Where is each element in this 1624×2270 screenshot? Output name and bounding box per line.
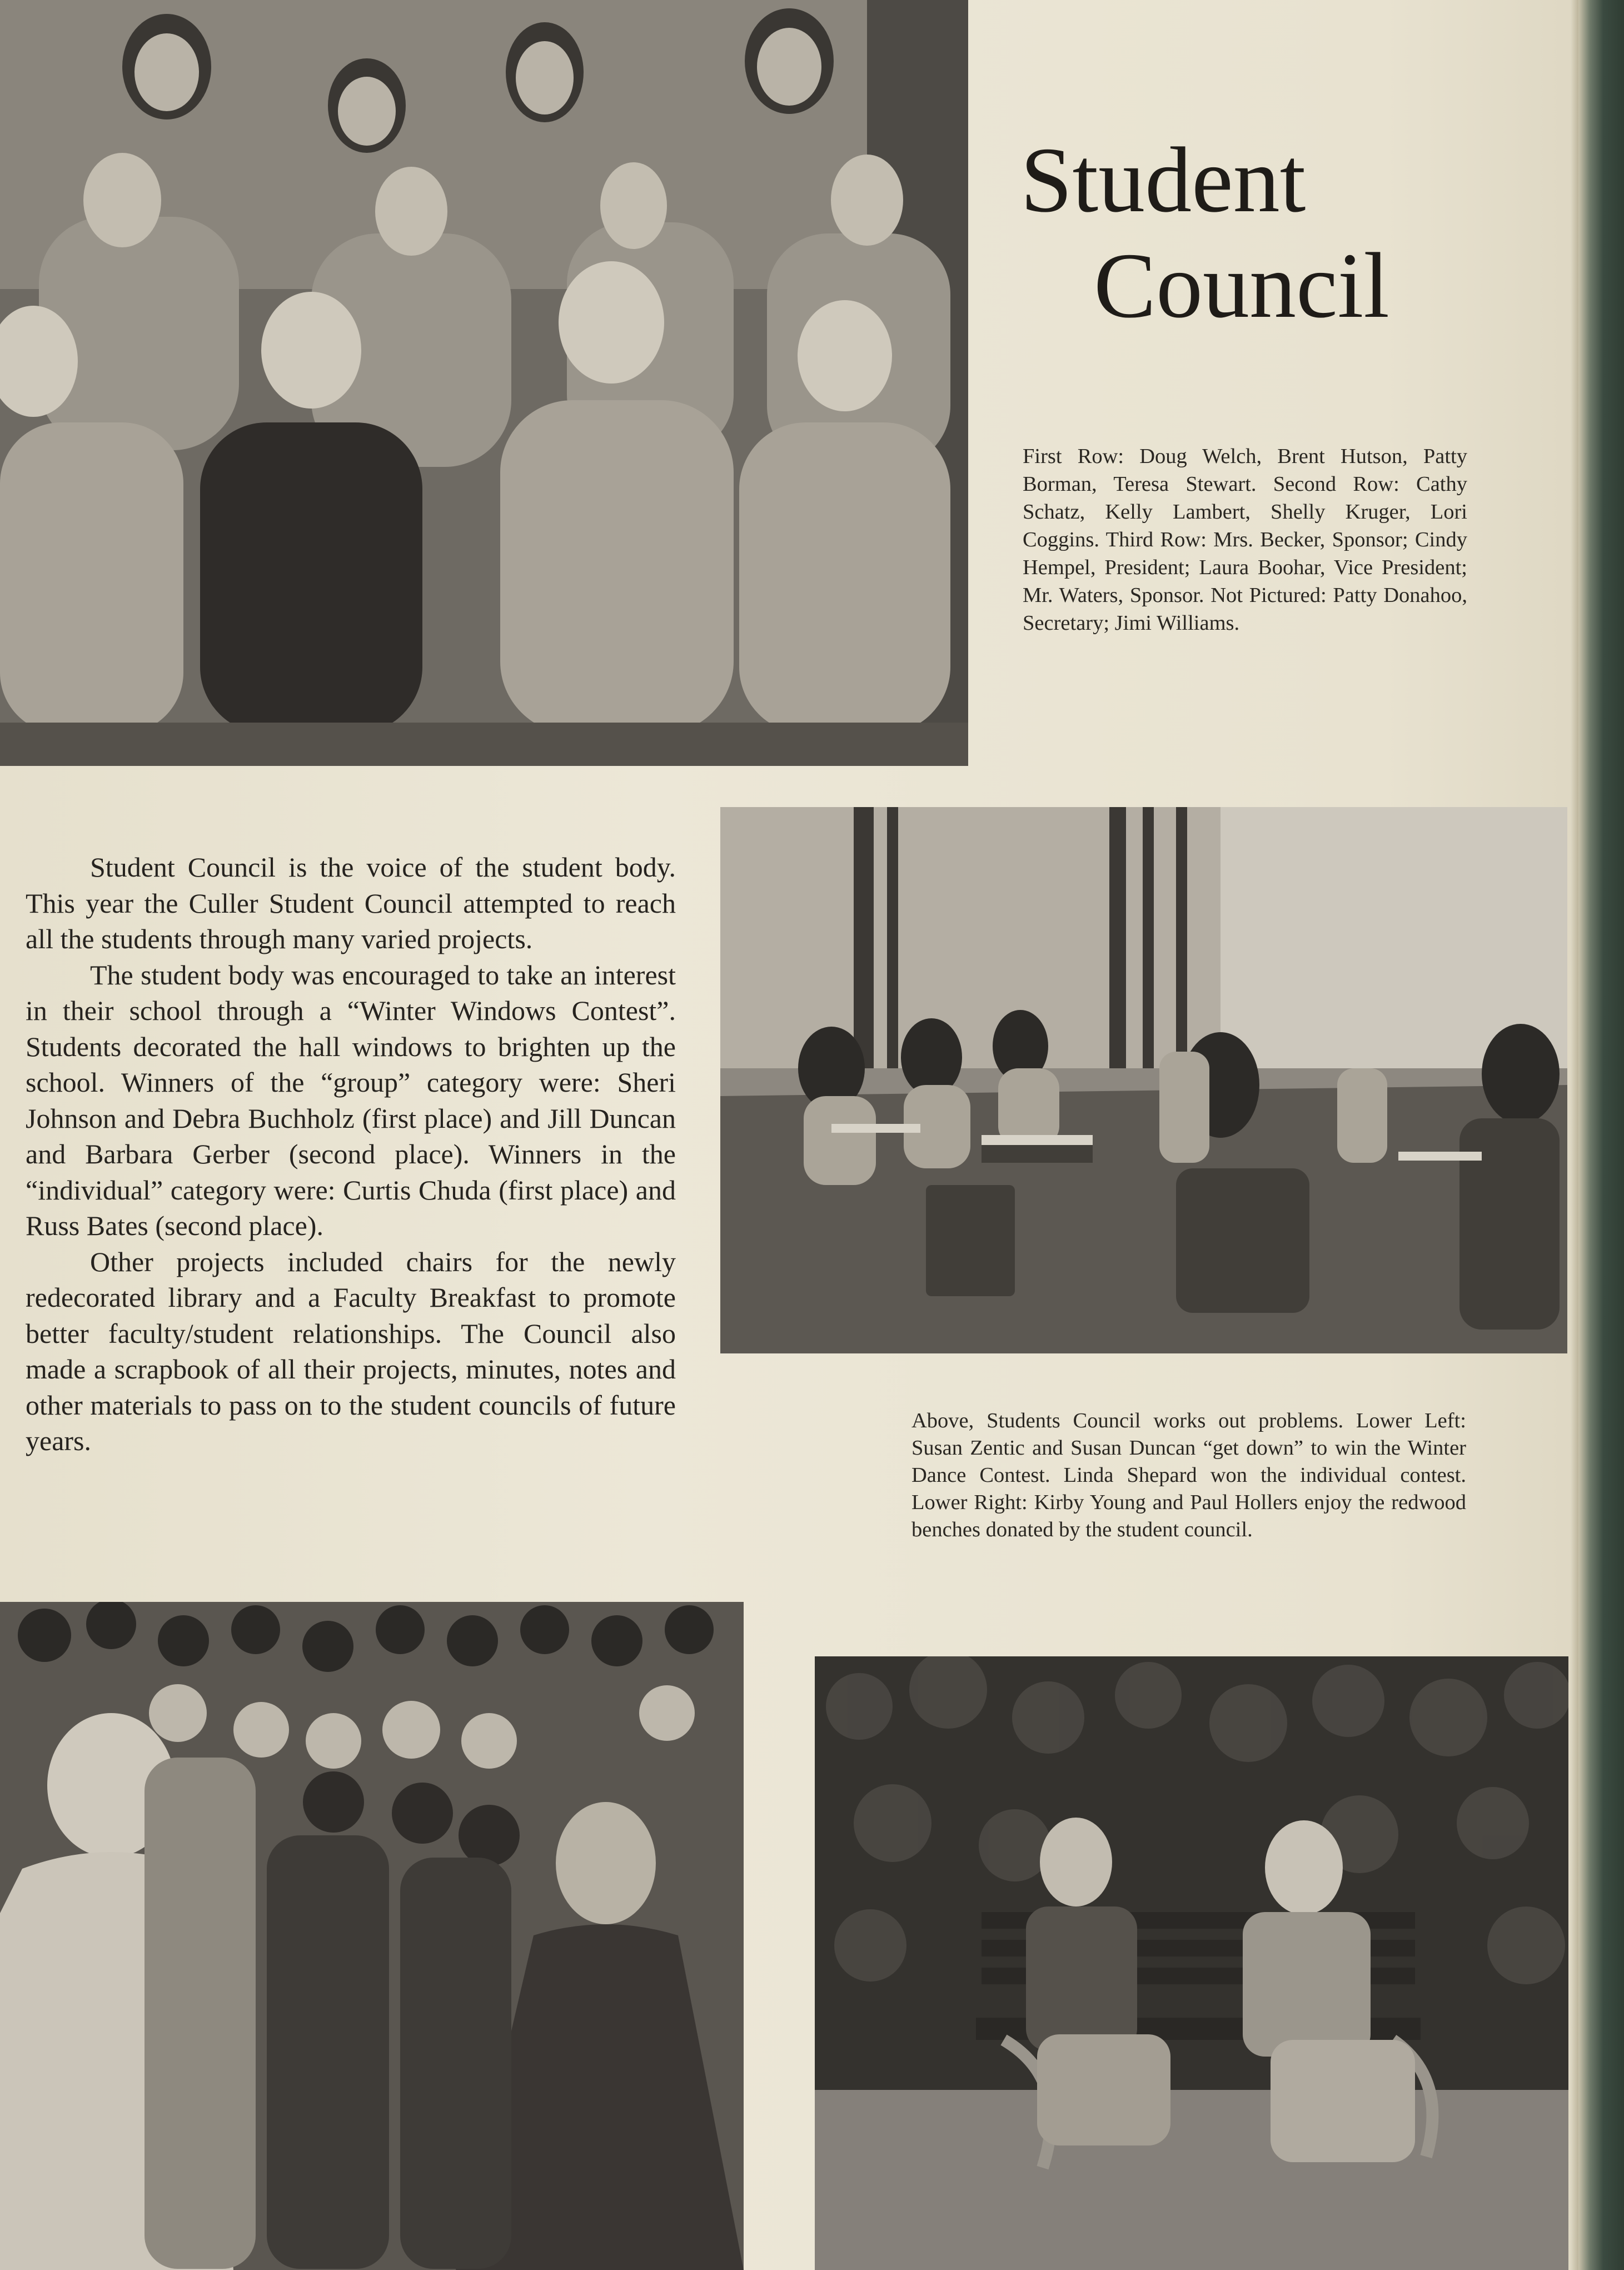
book-binding — [1578, 0, 1624, 2270]
body-paragraph-1: Student Council is the voice of the student body. This year the Culler Student Council attempted to reach all the students through many varied projects. — [26, 852, 676, 954]
title-line-2: Council — [1094, 234, 1389, 337]
bench-photo — [815, 1656, 1568, 2270]
body-paragraph-3: Other projects included chairs for the newly redecorated library and a Faculty Breakfast to promote better faculty/student relationships. The Council also made a scrapbook of all their projects, minutes, notes and other materials to pass on to the student councils of future years. — [26, 1246, 676, 1456]
article-body — [26, 849, 676, 1459]
body-paragraph-2: The student body was encouraged to take an interest in their school through a “Winter Windows Contest”. Students decorated the hall windows to brighten up the school. Winners of the “group” category were: Sheri Johnson and Debra Buchholz (first place) and Jill Duncan and Barbara Gerber (second place). Winners in the “individual” category were: Curtis Chuda (first place) and Russ Bates (second place). — [26, 959, 676, 1241]
group-photo — [0, 0, 968, 766]
group-photo-caption: First Row: Doug Welch, Brent Hutson, Patty Borman, Teresa Stewart. Second Row: Cathy Schatz, Kelly Lambert, Shelly Kruger, Lori Coggins. Third Row: Mrs. Becker, Sponsor; Cindy Hempel, President; Laura Boohar, Vice President; Mr. Waters, Sponsor. Not Pictured: Patty Donahoo, Secretary; Jimi Williams. — [1023, 445, 1467, 635]
page-title — [1020, 128, 1389, 337]
dance-contest-photo — [0, 1602, 744, 2270]
title-line-1: Student — [1020, 128, 1306, 232]
meeting-photo — [720, 807, 1567, 1353]
page-edge — [1571, 0, 1578, 2270]
photos-caption: Above, Students Council works out problems. Lower Left: Susan Zentic and Susan Duncan “get down” to win the Winter Dance Contest. Linda Shepard won the individual contest. Lower Right: Kirby Young and Paul Hollers enjoy the redwood benches donated by the student council. — [911, 1409, 1466, 1541]
